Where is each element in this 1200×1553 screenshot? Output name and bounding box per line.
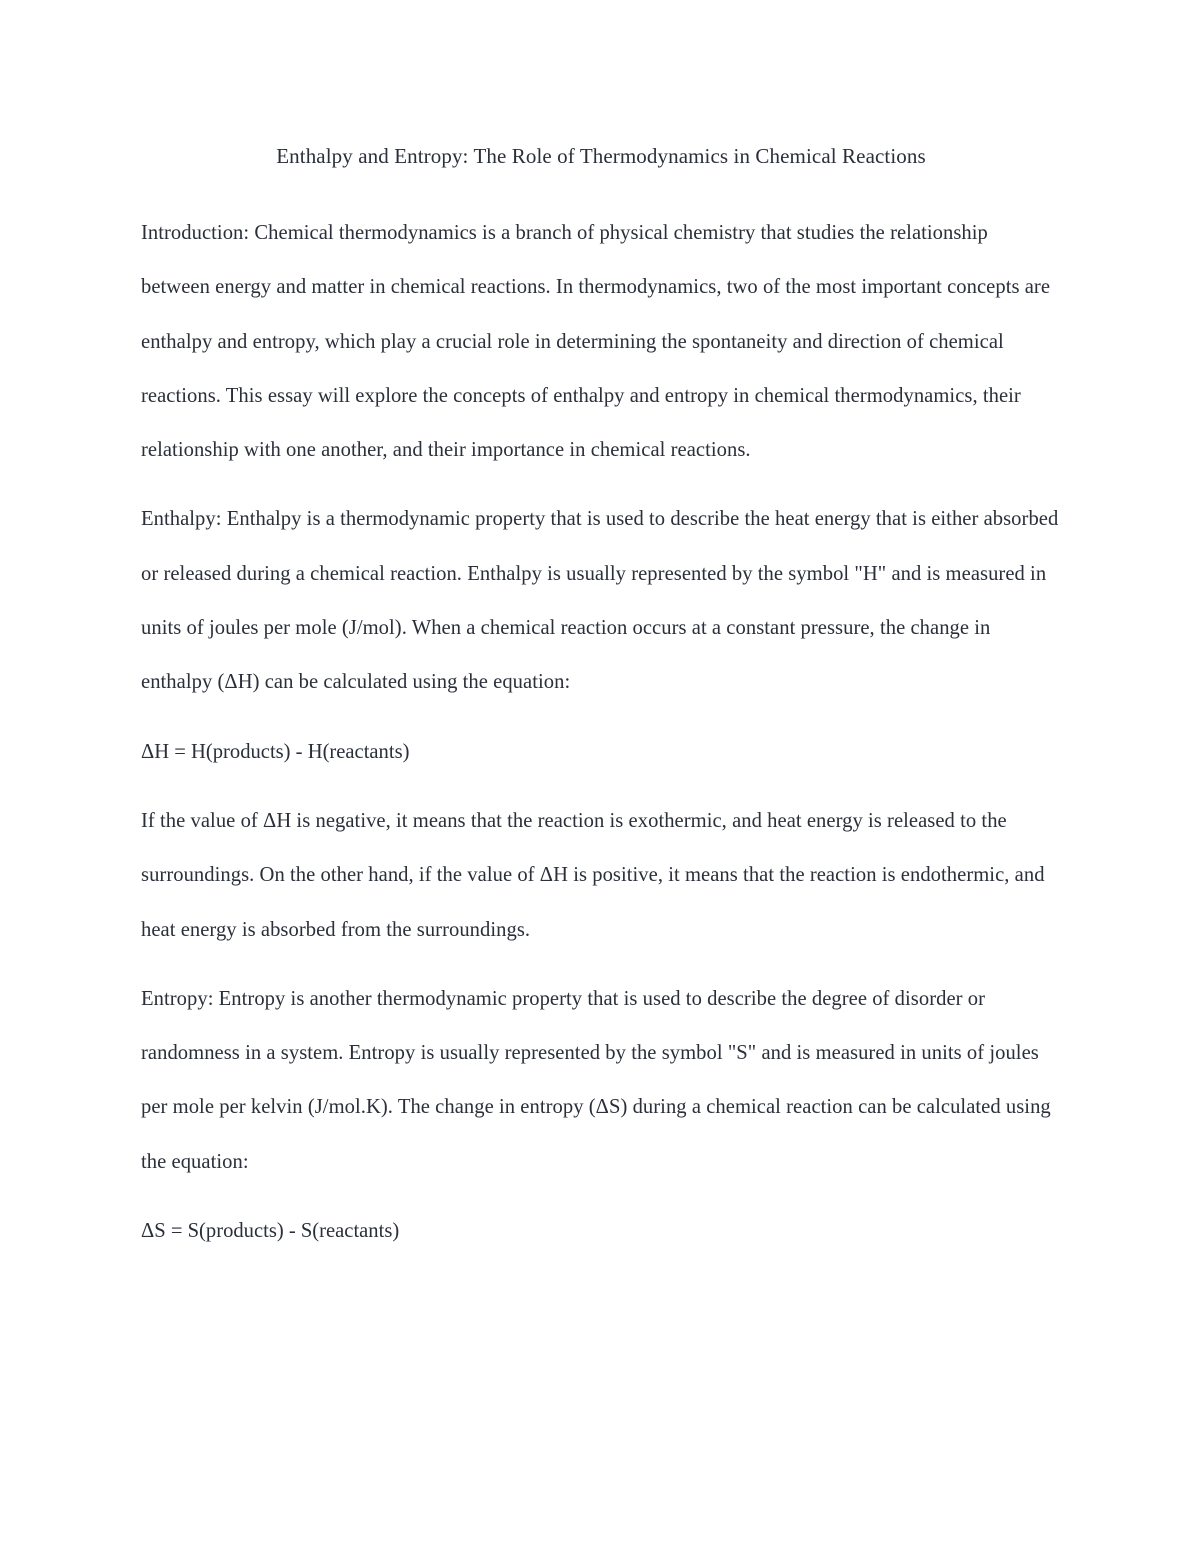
introduction-paragraph: Introduction: Chemical thermodynamics is a branch of physical chemistry that studies the relationship between energy and matter in chemical reactions. In thermodynamics, two of the most important concepts are enthalpy and entropy, which play a crucial role in determining the spontaneity and direction of chemical reactions. This essay will explore the concepts of enthalpy and entropy in chemical thermodynamics, their relationship with one another, and their importance in chemical reactions. [141, 222, 1051, 462]
enthalpy-equation: ΔH = H(products) - H(reactants) [141, 740, 410, 763]
document-title: Enthalpy and Entropy: The Role of Thermodynamics in Chemical Reactions [276, 144, 926, 168]
entropy-equation: ΔS = S(products) - S(reactants) [141, 1220, 400, 1243]
entropy-paragraph: Entropy: Entropy is another thermodynamic property that is used to describe the degree of disorder or randomness in a system. Entropy is usually represented by the symbol "S" and is measured in units of joules per mole per kelvin (J/mol.K). The change in entropy (ΔS) during a chemical reaction can be calculated using the equation: [141, 987, 1051, 1173]
enthalpy-paragraph: Enthalpy: Enthalpy is a thermodynamic property that is used to describe the heat energy that is either absorbed or released during a chemical reaction. Enthalpy is usually represented by the symbol "H" and is measured in units of joules per mole (J/mol). When a chemical reaction occurs at a constant pressure, the change in enthalpy (ΔH) can be calculated using the equation: [141, 508, 1059, 694]
enthalpy-sign-paragraph: If the value of ΔH is negative, it means that the reaction is exothermic, and heat energy is released to the surroundings. On the other hand, if the value of ΔH is positive, it means that the reaction is endothermic, and heat energy is absorbed from the surroundings. [141, 809, 1045, 941]
document-body [141, 138, 1061, 1273]
